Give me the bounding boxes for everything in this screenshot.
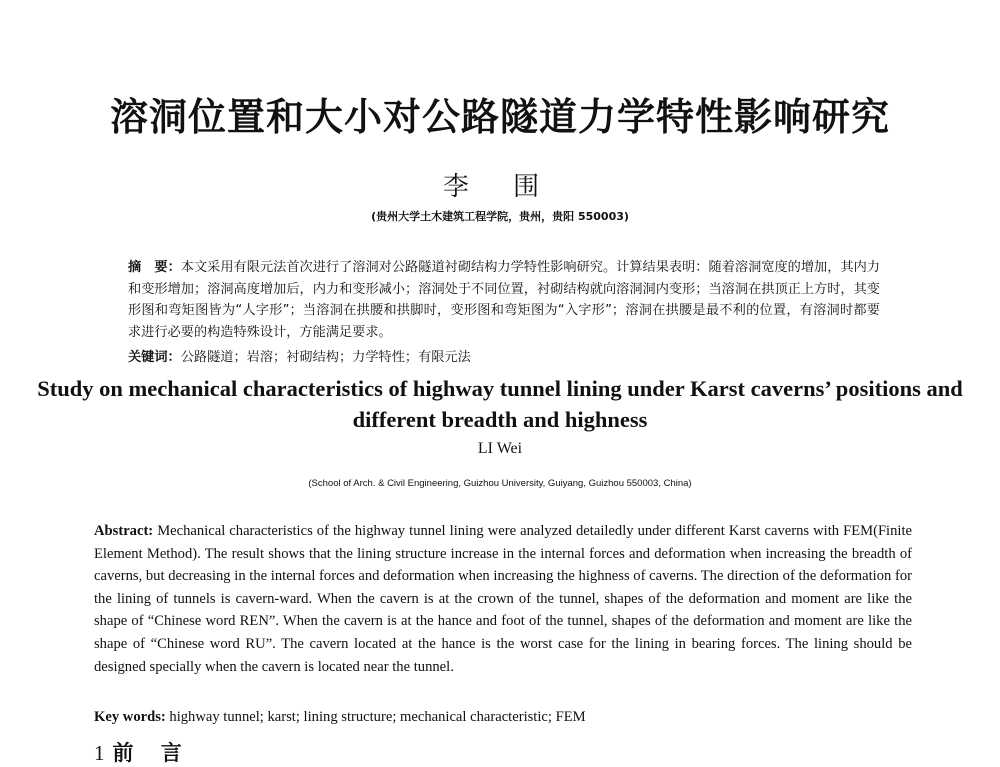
section-number: 1 [94, 741, 105, 765]
english-title: Study on mechanical characteristics of highway tunnel lining under Karst caverns’ positions and different breadth and highness [37, 376, 963, 432]
chinese-title: 溶洞位置和大小对公路隧道力学特性影响研究 [109, 95, 890, 139]
section-title: 前 言 [112, 741, 192, 765]
chinese-affiliation: (贵州大学土木建筑工程学院，贵州，贵阳 550003) [371, 210, 629, 223]
english-abstract [94, 520, 912, 678]
section-heading-introduction [94, 737, 192, 767]
chinese-author: 李 围 [442, 172, 558, 202]
chinese-abstract-label: 摘 要： [128, 260, 181, 275]
english-abstract-label: Abstract: [94, 523, 154, 539]
english-keywords [94, 709, 912, 726]
english-abstract-text: Mechanical characteristics of the highway tunnel lining were analyzed detailedly under different Karst caverns with FEM(Finite Element Method). The result shows that the lining structure increase in the internal forces and deformation when increasing the breadth of caverns, but decreasing in the internal forces and deformation when increasing the highness of caverns. The direction of the deformation for the lining of tunnels is cavern-ward. When the cavern is at the crown of the tunnel, shapes of the deformation and moment are like the shape of “Chinese word REN”. When the cavern is at the hance and foot of the tunnel, shapes of the deformation and moment are like the shape of “Chinese word RU”. The cavern located at the hance is the worst case for the lining in bearing forces. The lining should be designed specially when the cavern is located near the tunnel. [94, 523, 912, 675]
chinese-abstract [128, 257, 880, 343]
english-affiliation: (School of Arch. & Civil Engineering, Guizhou University, Guiyang, Guizhou 550003, China) [308, 478, 692, 489]
english-keywords-label: Key words: [94, 709, 166, 725]
chinese-keywords-text: 公路隧道；岩溶；衬砌结构；力学特性；有限元法 [180, 350, 471, 365]
chinese-keywords [128, 346, 880, 365]
english-keywords-text: highway tunnel; karst; lining structure; mechanical characteristic; FEM [165, 709, 586, 725]
chinese-keywords-label: 关键词： [128, 350, 181, 365]
chinese-abstract-text: 本文采用有限元法首次进行了溶洞对公路隧道衬砌结构力学特性影响研究。计算结果表明：随着溶洞宽度的增加，其内力和变形增加；溶洞高度增加后，内力和变形减小；溶洞处于不同位置，衬砌结构就向溶洞洞内变形；当溶洞在拱顶正上方时，其变形图和弯矩图皆为“人字形”；当溶洞在拱腰和拱脚时，变形图和弯矩图为“入字形”；溶洞在拱腰是最不利的位置，有溶洞时都要求进行必要的构造特殊设计，方能满足要求。 [128, 260, 881, 340]
english-author: LI Wei [477, 440, 523, 457]
